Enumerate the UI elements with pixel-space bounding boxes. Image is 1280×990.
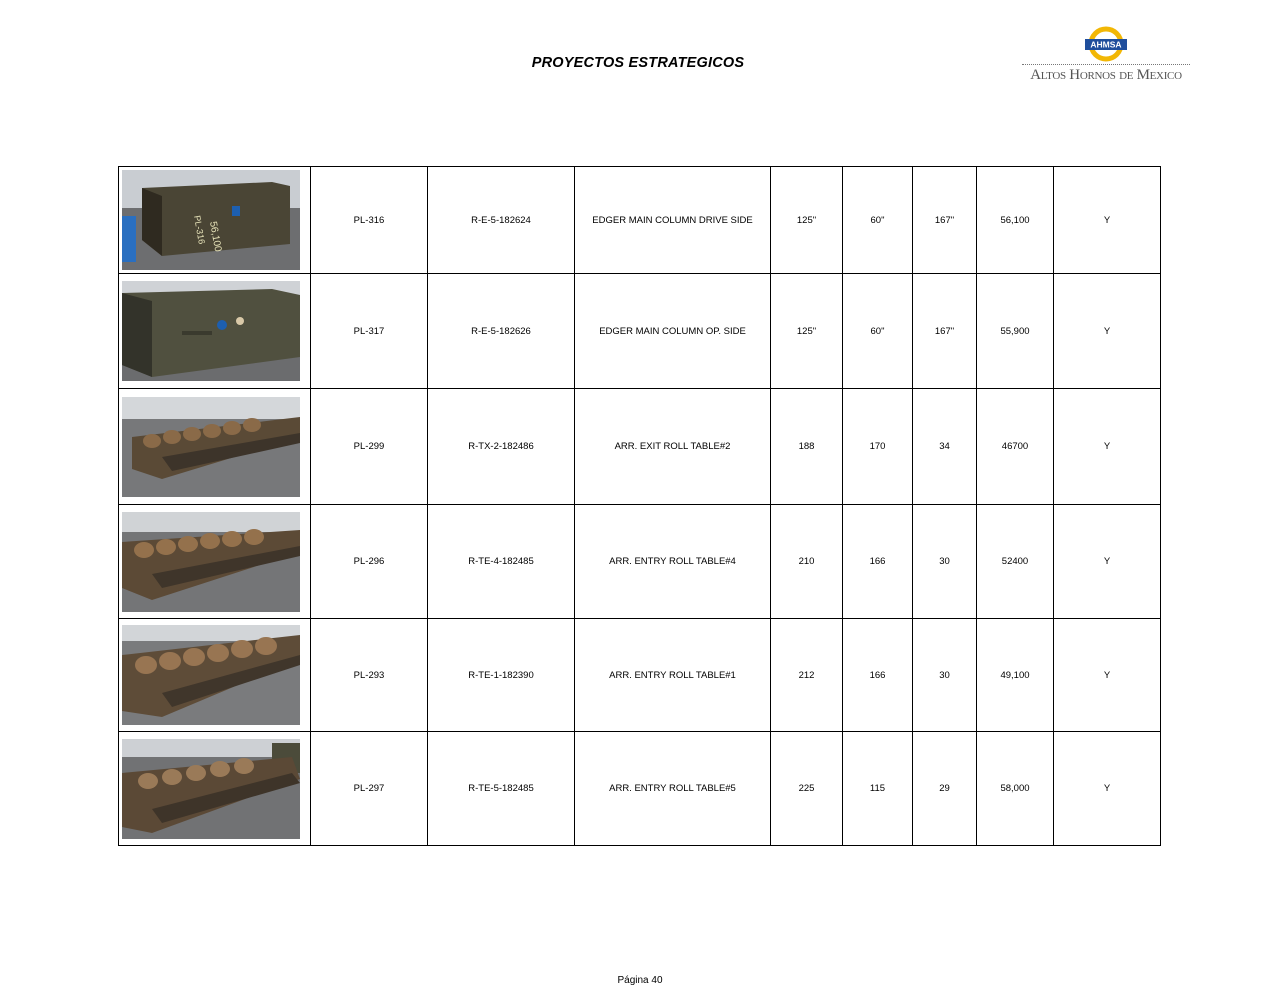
dimension-3: 167" — [913, 274, 977, 389]
equipment-photo — [122, 397, 300, 497]
photo-cell — [119, 389, 311, 505]
dimension-3: 30 — [913, 505, 977, 619]
item-weight: 58,000 — [977, 732, 1054, 846]
dimension-2: 166 — [843, 619, 913, 732]
item-id: PL-299 — [311, 389, 428, 505]
dimension-3: 30 — [913, 619, 977, 732]
photo-cell — [119, 619, 311, 732]
svg-text:PL-316: PL-316 — [192, 214, 207, 245]
item-description: ARR. ENTRY ROLL TABLE#4 — [575, 505, 771, 619]
dimension-2: 166 — [843, 505, 913, 619]
item-description: ARR. EXIT ROLL TABLE#2 — [575, 389, 771, 505]
item-weight: 49,100 — [977, 619, 1054, 732]
item-id: PL-297 — [311, 732, 428, 846]
item-flag: Y — [1054, 505, 1161, 619]
page-title: PROYECTOS ESTRATEGICOS — [531, 55, 745, 71]
item-weight: 46700 — [977, 389, 1054, 505]
item-flag: Y — [1054, 732, 1161, 846]
photo-cell — [119, 167, 311, 274]
equipment-photo — [122, 739, 300, 839]
item-description: EDGER MAIN COLUMN OP. SIDE — [575, 274, 771, 389]
drawing-ref: R-E-5-182624 — [428, 167, 575, 274]
item-description: EDGER MAIN COLUMN DRIVE SIDE — [575, 167, 771, 274]
dimension-2: 115 — [843, 732, 913, 846]
item-id: PL-317 — [311, 274, 428, 389]
dimension-1: 225 — [771, 732, 843, 846]
item-weight: 56,100 — [977, 167, 1054, 274]
page-number: Página 40 — [617, 975, 663, 986]
dimension-1: 212 — [771, 619, 843, 732]
dimension-1: 210 — [771, 505, 843, 619]
drawing-ref: R-TE-5-182485 — [428, 732, 575, 846]
logo-divider — [1022, 64, 1190, 65]
item-id: PL-296 — [311, 505, 428, 619]
item-flag: Y — [1054, 167, 1161, 274]
photo-cell — [119, 505, 311, 619]
equipment-photo — [122, 281, 300, 381]
item-description: ARR. ENTRY ROLL TABLE#5 — [575, 732, 771, 846]
dimension-2: 60" — [843, 274, 913, 389]
dimension-1: 125" — [771, 274, 843, 389]
logo-badge-text: AHMSA — [1090, 39, 1122, 50]
equipment-photo — [122, 170, 300, 270]
photo-cell — [119, 732, 311, 846]
table-row — [119, 274, 1161, 389]
item-flag: Y — [1054, 274, 1161, 389]
drawing-ref: R-E-5-182626 — [428, 274, 575, 389]
dimension-2: 60" — [843, 167, 913, 274]
dimension-1: 125" — [771, 167, 843, 274]
dimension-2: 170 — [843, 389, 913, 505]
logo-company-name: Altos Hornos de Mexico — [1030, 67, 1182, 83]
item-id: PL-293 — [311, 619, 428, 732]
photo-cell — [119, 274, 311, 389]
table-row — [119, 167, 1161, 274]
dimension-3: 167" — [913, 167, 977, 274]
svg-text:56,100: 56,100 — [207, 220, 224, 253]
dimension-3: 29 — [913, 732, 977, 846]
table-row — [119, 505, 1161, 619]
equipment-photo — [122, 625, 300, 725]
item-weight: 55,900 — [977, 274, 1054, 389]
table-row — [119, 389, 1161, 505]
equipment-photo — [122, 512, 300, 612]
item-weight: 52400 — [977, 505, 1054, 619]
table-row — [119, 619, 1161, 732]
equipment-table — [118, 166, 1161, 846]
dimension-3: 34 — [913, 389, 977, 505]
drawing-ref: R-TE-4-182485 — [428, 505, 575, 619]
drawing-ref: R-TE-1-182390 — [428, 619, 575, 732]
drawing-ref: R-TX-2-182486 — [428, 389, 575, 505]
item-id: PL-316 — [311, 167, 428, 274]
item-flag: Y — [1054, 619, 1161, 732]
company-logo — [1020, 24, 1192, 88]
dimension-1: 188 — [771, 389, 843, 505]
table-row — [119, 732, 1161, 846]
ahmsa-emblem-icon — [1084, 26, 1128, 62]
item-description: ARR. ENTRY ROLL TABLE#1 — [575, 619, 771, 732]
item-flag: Y — [1054, 389, 1161, 505]
